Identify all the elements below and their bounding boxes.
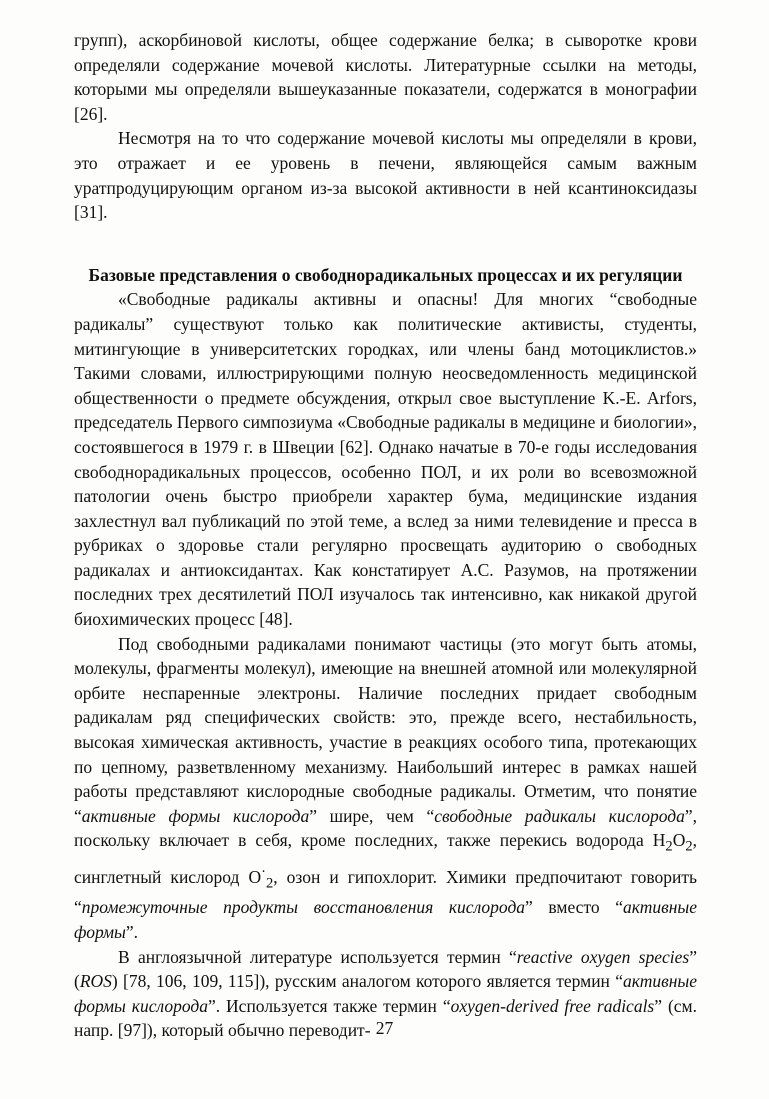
italic-term: свободные радикалы кислорода xyxy=(434,805,685,826)
paragraph-english-terms: В англоязычной литературе используется термин “reactive oxygen species” (ROS) [78, 106, 109, 115]), русским аналогом которого является термин “активные формы кислорода”. Используется также термин “oxygen-derived free radicals” (см. напр. [97]), который обычно переводит- xyxy=(74,946,697,1041)
section-gap xyxy=(74,225,697,263)
page-number: 27 xyxy=(375,1018,394,1038)
italic-term: активные формы кислорода xyxy=(81,805,310,826)
paragraph-free-radicals-definition: Под свободными радикалами понимают частицы (это могут быть атомы, молекулы, фрагменты молекул), имеющие на внешней атомной или молекулярной орбите неспаренные электроны. Наличие последних придает свободным радикалам ряд специфических свойств: это, прежде всего, нестабильность, высокая химическая активность, участие в реакциях особого типа, протекающих по цепному, разветвленному механизму. Наибольший интерес в рамках нашей работы представляют кислородные свободные радикалы. Отметим, что понятие “активные формы кислорода” шире, чем “свободные радикалы кислорода”, поскольку включает в себя, кроме последних, также перекись водорода $H_2O_2$, синглетный кислород $O^\cdot_2$, озон и гипохлорит. Химики предпочитают говорить “промежуточные продукты восстановления кислорода” вместо “активные формы”. xyxy=(74,633,697,943)
section-heading: Базовые представления о свободнорадикальных процессах и их регуляции xyxy=(88,264,683,285)
paragraph-intro-1: групп), аскорбиновой кислоты, общее содержание белка; в сыворотке крови определяли содержание мочевой кислоты. Литературные ссылки на методы, которыми мы определяли вышеуказанные показатели, содержатся в монографии [26]. xyxy=(74,30,697,124)
italic-term: активные формы xyxy=(74,897,697,943)
page-text xyxy=(74,28,697,1043)
italic-term: активные формы кислорода xyxy=(74,971,697,1016)
italic-term: oxygen-derived free radicals xyxy=(450,995,655,1016)
italic-term: ROS xyxy=(79,971,112,992)
italic-term: reactive oxygen species xyxy=(516,946,690,967)
italic-term: промежуточные продукты восстановления кислорода xyxy=(81,897,526,918)
paragraph-intro-2: Несмотря на то что содержание мочевой кислоты мы определяли в крови, это отражает и ее уровень в печени, являющейся самым важным уратпродуцирующим органом из-за высокой активности в ней ксантиноксидазы [31]. xyxy=(74,128,697,223)
paragraph-free-radicals-intro: «Свободные радикалы активны и опасны! Для многих “свободные радикалы” существуют только как политические активисты, студенты, митингующие в университетских городках, или члены банд мотоциклистов.» Такими словами, иллюстрирующими полную неосведомленность медицинской общественности о предмете обсуждения, открыл свое выступление K.-E. Arfors, председатель Первого симпозиума «Свободные радикалы в медицине и биологии», состоявшегося в 1979 г. в Швеции [62]. Однако начатые в 70-е годы исследования свободнорадикальных процессов, особенно ПОЛ, и их роли во всевозможной патологии очень быстро приобрели характер бума, медицинские издания захлестнул вал публикаций по этой теме, а вслед за ними телевидение и пресса в рубриках о здоровье стали регулярно просвещать аудиторию о свободных радикалах и антиоксидантах. Как констатирует А.С. Разумов, на протяжении последних трех десятилетий ПОЛ изучалось так интенсивно, как никакой другой биохимических процесс [48]. xyxy=(74,289,697,630)
